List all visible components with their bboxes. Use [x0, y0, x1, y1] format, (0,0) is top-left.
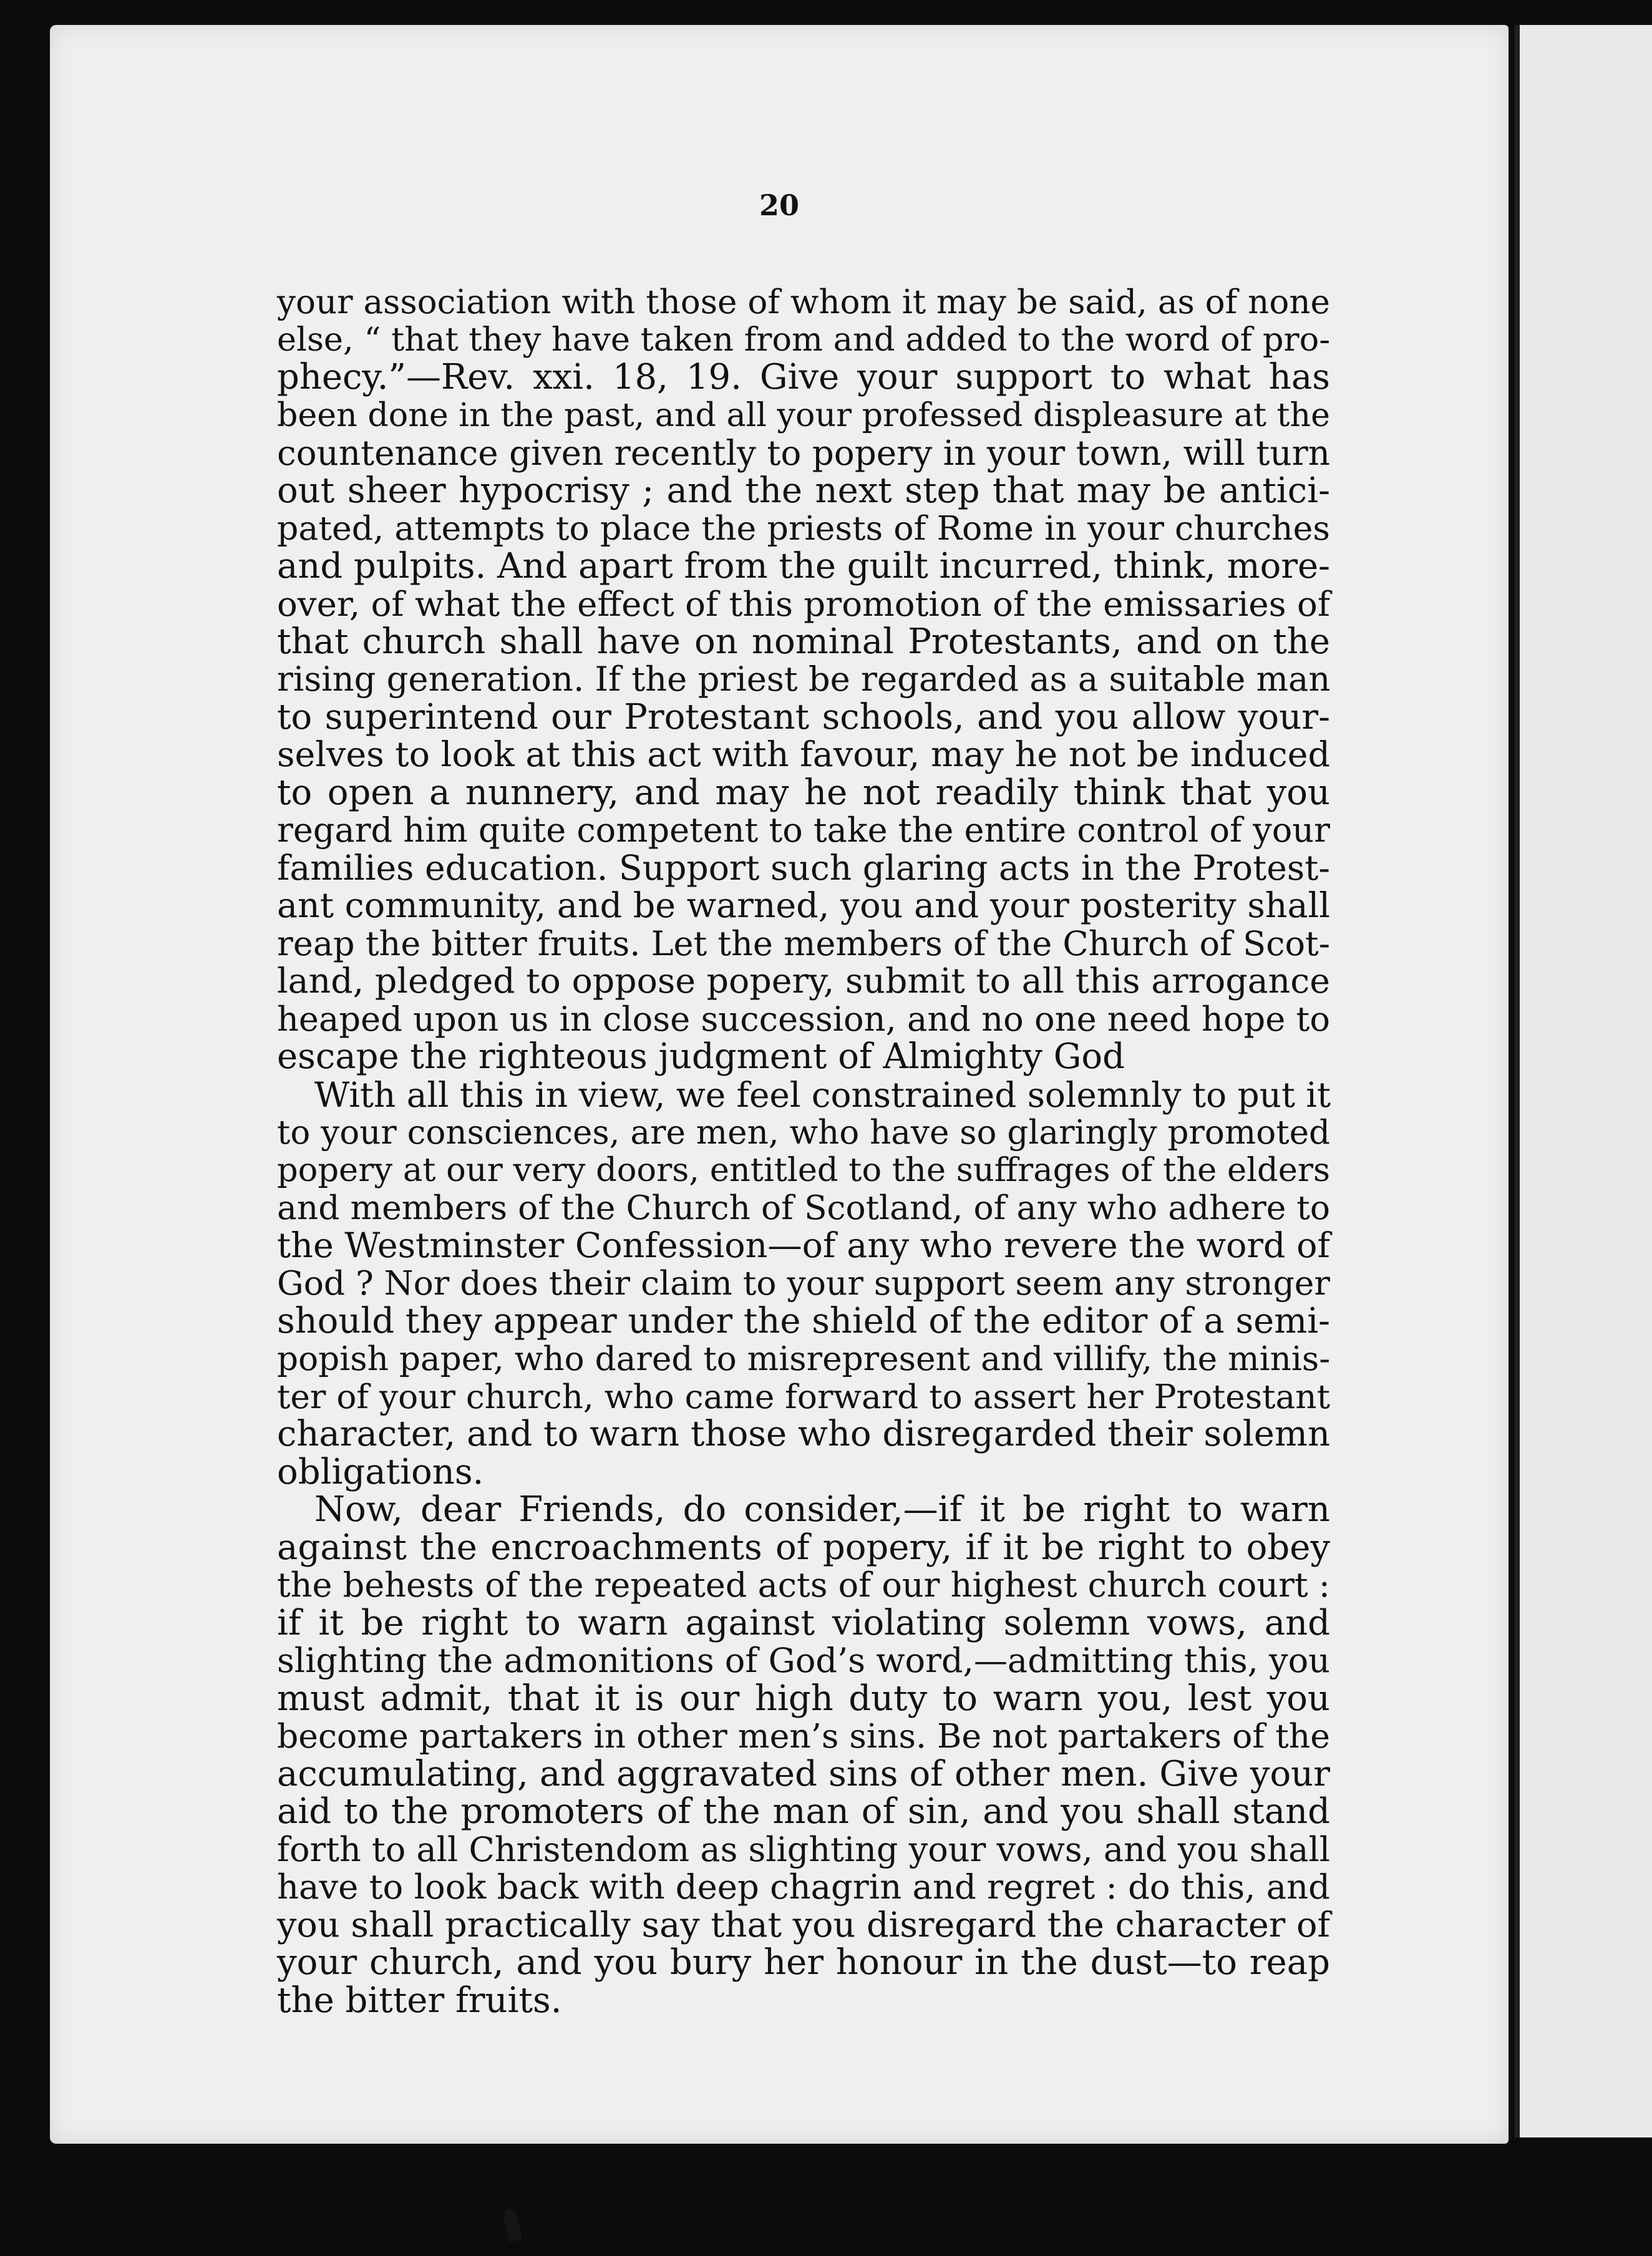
text-line: ter of your church, who came forward to assert her Protestant	[277, 1377, 1330, 1416]
text-line: have to look back with deep chagrin and regret : do this, and	[277, 1867, 1330, 1907]
text-line: ant community, and be warned, you and your posterity shall	[277, 886, 1330, 926]
text-line: regard him quite competent to take the entire control of your	[277, 810, 1330, 850]
text-line: accumulating, and aggravated sins of other men. Give your	[277, 1753, 1330, 1794]
text-line: land, pledged to oppose popery, submit to all this arrogance	[277, 961, 1330, 1001]
text-line: the bitter fruits.	[277, 1980, 562, 2021]
text-line: slighting the admonitions of God’s word,—admitting this, you	[277, 1641, 1330, 1680]
text-line: to open a nunnery, and may he not readily think that you	[277, 772, 1330, 813]
document-page	[50, 25, 1509, 2144]
text-line: rising generation. If the priest be regarded as a suitable man	[277, 659, 1331, 699]
text-line: aid to the promoters of the man of sin, and you shall stand	[277, 1791, 1330, 1832]
text-line: and members of the Church of Scotland, of any who adhere to	[277, 1188, 1330, 1227]
text-line: families education. Support such glaring acts in the Protest-	[277, 848, 1330, 888]
text-line: that church shall have on nominal Protestants, and on the	[277, 621, 1330, 662]
text-line: With all this in view, we feel constrained solemnly to put it	[314, 1074, 1331, 1115]
scan-mark	[502, 2207, 522, 2242]
text-line: and pulpits. And apart from the guilt incurred, think, more-	[277, 545, 1330, 586]
text-line: Now, dear Friends, do consider,—if it be right to warn	[314, 1489, 1330, 1530]
page-number: 20	[759, 188, 799, 222]
text-line: should they appear under the shield of the editor of a semi-	[277, 1300, 1330, 1341]
text-line: pated, attempts to place the priests of Rome in your churches	[277, 508, 1330, 548]
text-line: must admit, that it is our high duty to warn you, lest you	[277, 1678, 1330, 1719]
body-text	[277, 283, 1330, 2020]
text-line: heaped upon us in close succession, and no one need hope to	[277, 999, 1330, 1039]
text-line: character, and to warn those who disregarded their solemn	[277, 1414, 1330, 1454]
text-line: else, “ that they have taken from and added to the word of pro-	[277, 320, 1331, 359]
text-line: forth to all Christendom as slighting your vows, and you shall	[277, 1829, 1330, 1869]
text-line: to your consciences, are men, who have so glaringly promoted	[277, 1113, 1330, 1152]
text-line: countenance given recently to popery in your town, will turn	[277, 433, 1330, 473]
text-line: your church, and you bury her honour in the dust—to reap	[277, 1942, 1330, 1983]
text-line: been done in the past, and all your professed displeasure at the	[277, 396, 1330, 434]
text-line: popery at our very doors, entitled to the suffrages of the elders	[277, 1150, 1330, 1189]
text-line: escape the righteous judgment of Almighty God	[277, 1036, 1125, 1077]
text-line: phecy.”—Rev. xxi. 18, 19. Give your support to what has	[277, 357, 1330, 397]
text-line: you shall practically say that you disregard the character of	[277, 1904, 1331, 1945]
text-line: become partakers in other men’s sins. Be not partakers of the	[277, 1716, 1330, 1756]
text-line: if it be right to warn against violating solemn vows, and	[277, 1602, 1330, 1643]
text-line: over, of what the effect of this promotion of the emissaries of	[277, 584, 1330, 624]
text-line: the Westminster Confession—of any who revere the word of	[277, 1225, 1330, 1266]
text-line: reap the bitter fruits. Let the members of the Church of Scot-	[277, 923, 1330, 963]
text-line: popish paper, who dared to misrepresent and villify, the minis-	[277, 1340, 1331, 1378]
adjacent-page-edge	[1515, 25, 1652, 2137]
text-line: obligations.	[277, 1451, 484, 1492]
text-line: out sheer hypocrisy ; and the next step that may be antici-	[277, 470, 1330, 511]
text-line: God ? Nor does their claim to your support seem any stronger	[277, 1263, 1330, 1303]
text-line: the behests of the repeated acts of our highest church court :	[277, 1565, 1330, 1605]
text-line: against the encroachments of popery, if it be right to obey	[277, 1527, 1330, 1568]
text-line: selves to look at this act with favour, may he not be induced	[277, 735, 1330, 775]
text-line: to superintend our Protestant schools, and you allow your-	[277, 696, 1330, 737]
text-line: your association with those of whom it may be said, as of none	[277, 283, 1330, 321]
